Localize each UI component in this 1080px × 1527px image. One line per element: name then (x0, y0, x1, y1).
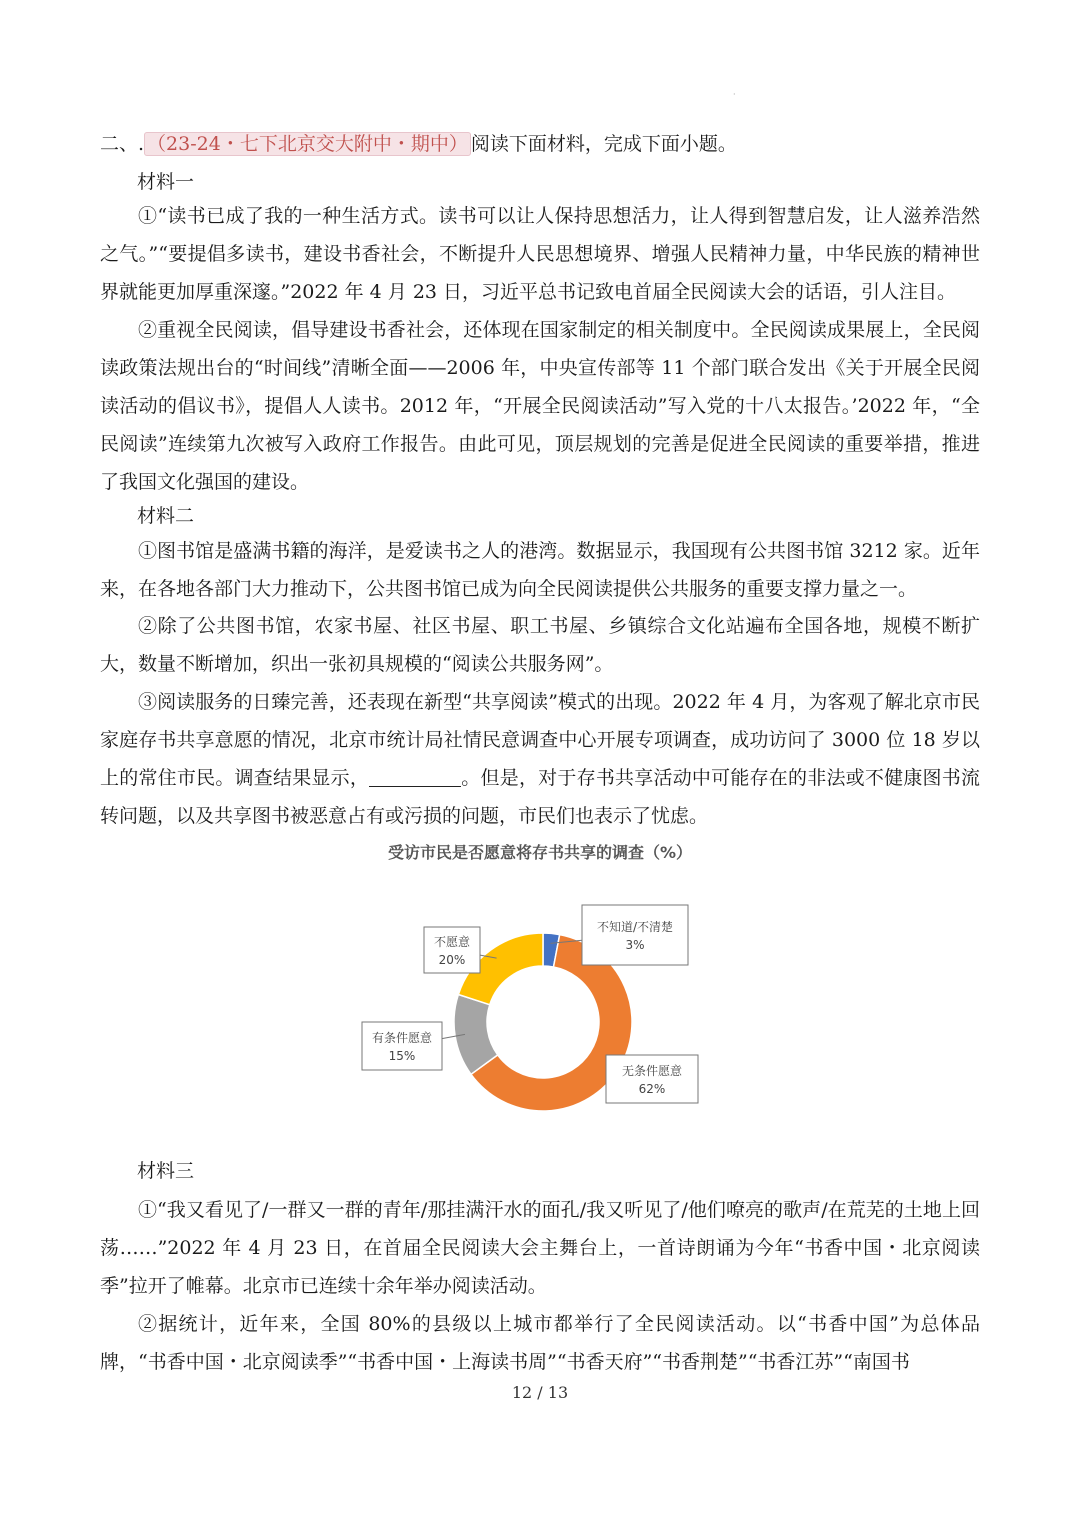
material3-paragraph2: ②据统计，近年来，全国 80%的县级以上城市都举行了全民阅读活动。以“书香中国”为总体品牌，“书香中国・北京阅读季”“书香中国・上海读书周”“书香天府”“书香荆楚”“书香江苏”“南国书 (100, 1313, 980, 1373)
material2-label: 材料二 (137, 505, 195, 527)
slice-value-label: 62% (638, 1082, 666, 1096)
page-number: 12 / 13 (511, 1383, 569, 1402)
material2-paragraph1: ①图书馆是盛满书籍的海洋，是爱读书之人的港湾。数据显示，我国现有公共图书馆 3212 家。近年来，在各地各部门大力推动下，公共图书馆已成为向全民阅读提供公共服务的重要支撑力量之一。 (100, 540, 980, 600)
material3-paragraph1: ①“我又看见了/一群又一群的青年/那挂满汗水的面孔/我又听见了/他们嘹亮的歌声/在荒芜的土地上回荡……”2022 年 4 月 23 日，在首届全民阅读大会主舞台上，一首诗朗诵为今年“书香中国・北京阅读季”拉开了帷幕。北京市已连续十余年举办阅读活动。 (100, 1199, 980, 1297)
slice-value-label: 15% (388, 1049, 416, 1063)
question-instruction: 阅读下面材料，完成下面小题。 (470, 133, 737, 155)
slice-category-label: 无条件愿意 (621, 1064, 683, 1078)
callout-box-1 (582, 905, 688, 965)
material3-label: 材料三 (137, 1160, 195, 1182)
material1-label: 材料一 (137, 171, 195, 193)
slice-category-label: 不知道/不清楚 (596, 920, 674, 934)
p3-before-blank: ③阅读服务的日臻完善，还表现在新型“共享阅读”模式的出现。2022 年 4 月，为客观了解北京市民家庭存书共享意愿的情况，北京市统计局社情民意调查中心开展专项调查，成功访问了 3000 位 18 岁以上的常住市民。调查结果显示， (100, 691, 980, 789)
material2-paragraph2: ②除了公共图书馆，农家书屋、社区书屋、职工书屋、乡镇综合文化站遍布全国各地，规模不断扩大，数量不断增加，织出一张初具规模的“阅读公共服务网”。 (100, 615, 980, 675)
slice-value-label: 3% (625, 938, 645, 952)
chart-title: 受访市民是否愿意将存书共享的调查（%） (387, 843, 693, 862)
slice-value-label: 20% (438, 953, 466, 967)
slice-category-label: 不愿意 (433, 935, 471, 949)
donut-chart (350, 895, 710, 1115)
p3-after-blank: 。但是，对于存书共享活动中可能存在的非法或不健康图书流转问题，以及共享图书被恶意占有或污损的问题，市民们也表示了忧虑。 (100, 767, 980, 827)
question-heading (100, 130, 737, 158)
answer-blank (369, 766, 461, 787)
material1-paragraph2: ②重视全民阅读，倡导建设书香社会，还体现在国家制定的相关制度中。全民阅读成果展上，全民阅读政策法规出台的“时间线”清晰全面——2006 年，中央宣传部等 11 个部门联合发出《关于开展全民阅读活动的倡议书》，提倡人人读书。2012 年，“开展全民阅读活动”写入党的十八太报告。’2022 年，“全民阅读”连续第九次被写入政府工作报告。由此可见，顶层规划的完善是促进全民阅读的重要举措，推进了我国文化强国的建设。 (100, 319, 980, 493)
material2-paragraph3 (100, 683, 980, 835)
question-number: 二、. (100, 133, 145, 155)
source-tag: （23-24・七下北京交大附中・期中） (144, 132, 471, 156)
slice-category-label: 有条件愿意 (371, 1031, 433, 1045)
material1-paragraph1: ①“读书已成了我的一种生活方式。读书可以让人保持思想活力，让人得到智慧启发，让人滋养浩然之气。”“要提倡多读书，建设书香社会，不断提升人民思想境界、增强人民精神力量，中华民族的精神世界就能更加厚重深邃。”2022 年 4 月 23 日，习近平总书记致电首届全民阅读大会的话语，引人注目。 (100, 205, 980, 303)
scan-mark: · (733, 90, 736, 99)
